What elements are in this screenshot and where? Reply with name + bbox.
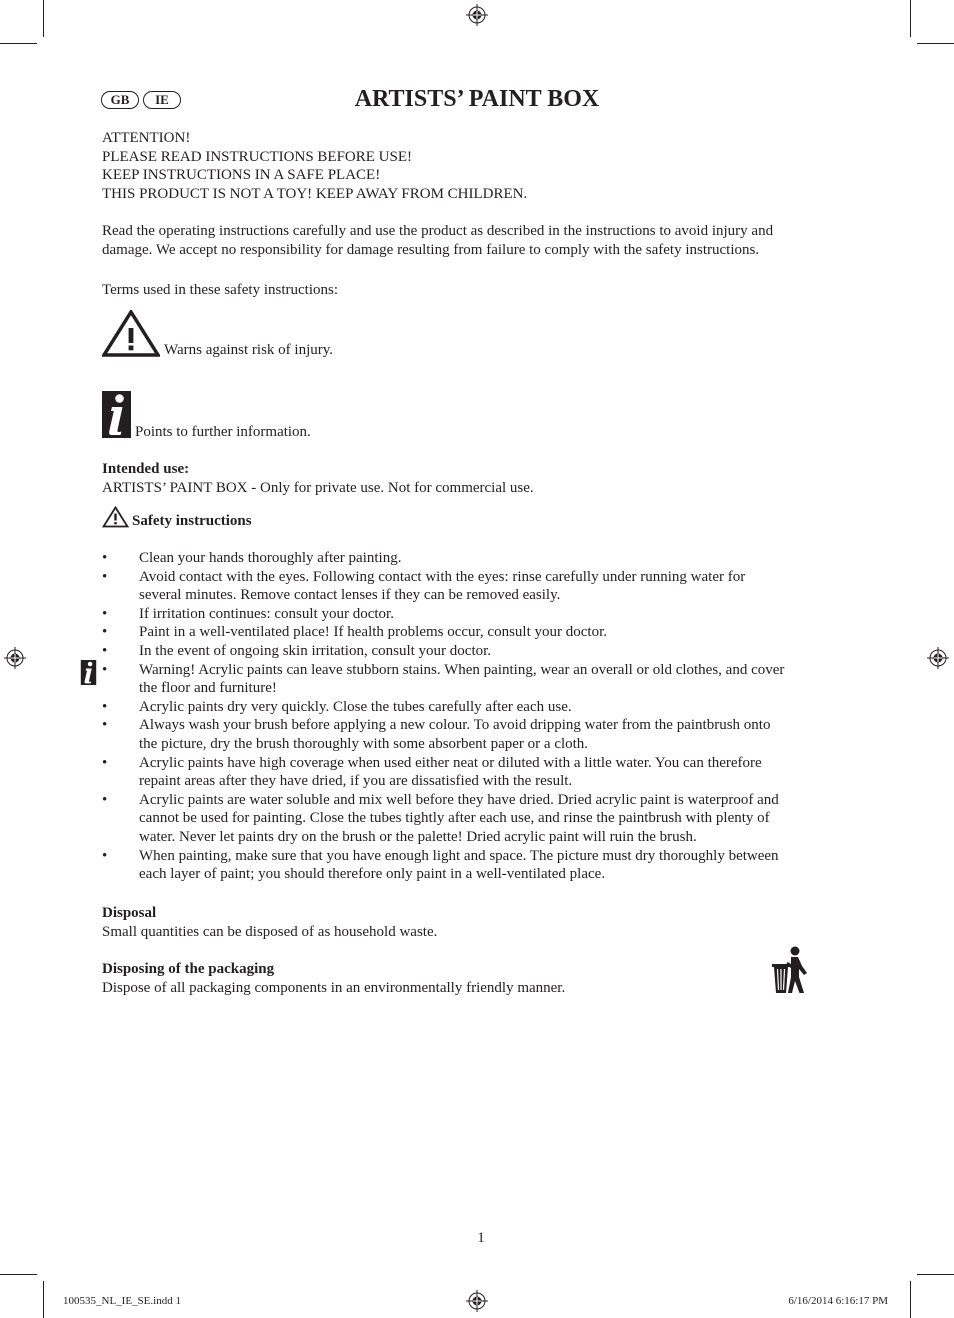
intro-line: damage. We accept no responsibility for damage resulting from failure to comply with the safety instructions. [102,241,760,258]
list-item [102,698,854,717]
registration-mark-icon [4,647,26,669]
intended-use-section [102,460,854,497]
warning-triangle-icon [102,310,160,357]
list-item-text: When painting, make sure that you have enough light and space. The picture must dry thoroughly between [139,847,779,864]
list-item-text: Acrylic paints dry very quickly. Close the tubes carefully after each use. [139,698,572,715]
crop-mark [917,1274,954,1275]
page-title: ARTISTS’ PAINT BOX [354,86,600,112]
crop-mark [910,1281,911,1318]
intended-use-text: ARTISTS’ PAINT BOX - Only for private use. Not for commercial use. [102,479,534,496]
list-item [102,623,854,642]
bullet: • [102,717,108,734]
bullet: • [102,791,108,808]
bullet: • [102,847,108,864]
print-timestamp: 6/16/2014 6:16:17 PM [788,1295,888,1307]
list-item-text: Clean your hands thoroughly after painting. [139,550,402,566]
bullet: • [102,550,108,566]
list-item [102,568,854,605]
attention-line: THIS PRODUCT IS NOT A TOY! KEEP AWAY FROM CHILDREN. [102,185,528,202]
list-item-text: If irritation continues: consult your doctor. [139,605,394,622]
list-item [102,549,854,568]
safety-list [102,549,854,884]
safety-heading: Safety instructions [132,513,252,529]
bullet: • [102,605,108,622]
tidyman-bin-icon [771,946,808,994]
registration-mark-icon [927,647,949,669]
list-item [102,716,854,753]
crop-mark [0,43,37,44]
warning-triangle-small-icon [102,506,129,528]
attention-line: PLEASE READ INSTRUCTIONS BEFORE USE! [102,148,413,165]
list-item-text: the picture, dry the brush thoroughly with some absorbent paper or a cloth. [139,735,589,752]
terms-heading: Terms used in these safety instructions: [102,282,338,298]
list-item-text: Acrylic paints are water soluble and mix well before they have dried. Dried acrylic paint is waterproof and [139,791,779,808]
list-item [102,661,854,698]
list-item [102,754,854,791]
bullet: • [102,698,108,715]
intro-paragraph [102,222,854,259]
registration-mark-icon [466,1290,488,1312]
list-item-text: Avoid contact with the eyes. Following contact with the eyes: rinse carefully under running water for [139,568,746,585]
crop-mark [43,1281,44,1318]
attention-line: ATTENTION! [102,130,191,146]
attention-block [102,129,854,203]
list-item-text: repaint areas after they have dried, if you are dissatisfied with the result. [139,773,573,790]
language-badge-gb: GB [101,91,139,109]
crop-mark [917,43,954,44]
disposal-section [102,904,854,941]
list-item [102,605,854,624]
bullet: • [102,624,108,641]
bullet: • [102,568,108,585]
intended-use-heading: Intended use: [102,461,190,477]
packaging-text: Dispose of all packaging components in an environmentally friendly manner. [102,979,566,996]
list-item-text: In the event of ongoing skin irritation, consult your doctor. [139,642,492,659]
list-item-text: cannot be used for painting. Close the tubes tightly after each use, and rinse the paintbrush with plenty of [139,810,770,827]
intro-line: Read the operating instructions carefully and use the product as described in the instructions to avoid injury and [102,223,774,239]
list-item-text: Warning! Acrylic paints can leave stubborn stains. When painting, wear an overall or old clothes, and cover [139,661,785,678]
bullet: • [102,642,108,659]
list-item-text: several minutes. Remove contact lenses if they can be removed easily. [139,587,561,604]
crop-mark [910,0,911,37]
list-item-text: Paint in a well-ventilated place! If health problems occur, consult your doctor. [139,624,608,641]
list-item-text: the floor and furniture! [139,680,277,697]
bullet: • [102,754,108,771]
language-badge-ie: IE [143,91,181,109]
list-item [102,791,854,847]
disposal-heading: Disposal [102,905,157,921]
bullet: • [102,661,108,678]
info-side-icon [80,660,97,685]
list-item [102,642,854,661]
packaging-section [102,960,854,997]
attention-line: KEEP INSTRUCTIONS IN A SAFE PLACE! [102,167,381,184]
info-term-text: Points to further information. [135,424,311,440]
page-number: 1 [477,1230,485,1246]
list-item-text: each layer of paint; you should therefore only paint in a well-ventilated place. [139,866,606,883]
list-item-text: water. Never let paints dry on the brush or the palette! Dried acrylic paint will ruin the brush. [139,828,697,845]
list-item-text: Acrylic paints have high coverage when used either neat or diluted with a little water. You can therefore [139,754,762,771]
disposal-text: Small quantities can be disposed of as household waste. [102,923,438,940]
crop-mark [43,0,44,37]
packaging-heading: Disposing of the packaging [102,961,275,977]
registration-mark-icon [466,4,488,26]
info-icon [102,391,131,438]
list-item-text: Always wash your brush before applying a new colour. To avoid dripping water from the paintbrush onto [139,717,771,734]
crop-mark [0,1274,37,1275]
print-file-info: 100535_NL_IE_SE.indd 1 [63,1295,181,1307]
warning-term-text: Warns against risk of injury. [164,342,334,358]
list-item [102,847,854,884]
